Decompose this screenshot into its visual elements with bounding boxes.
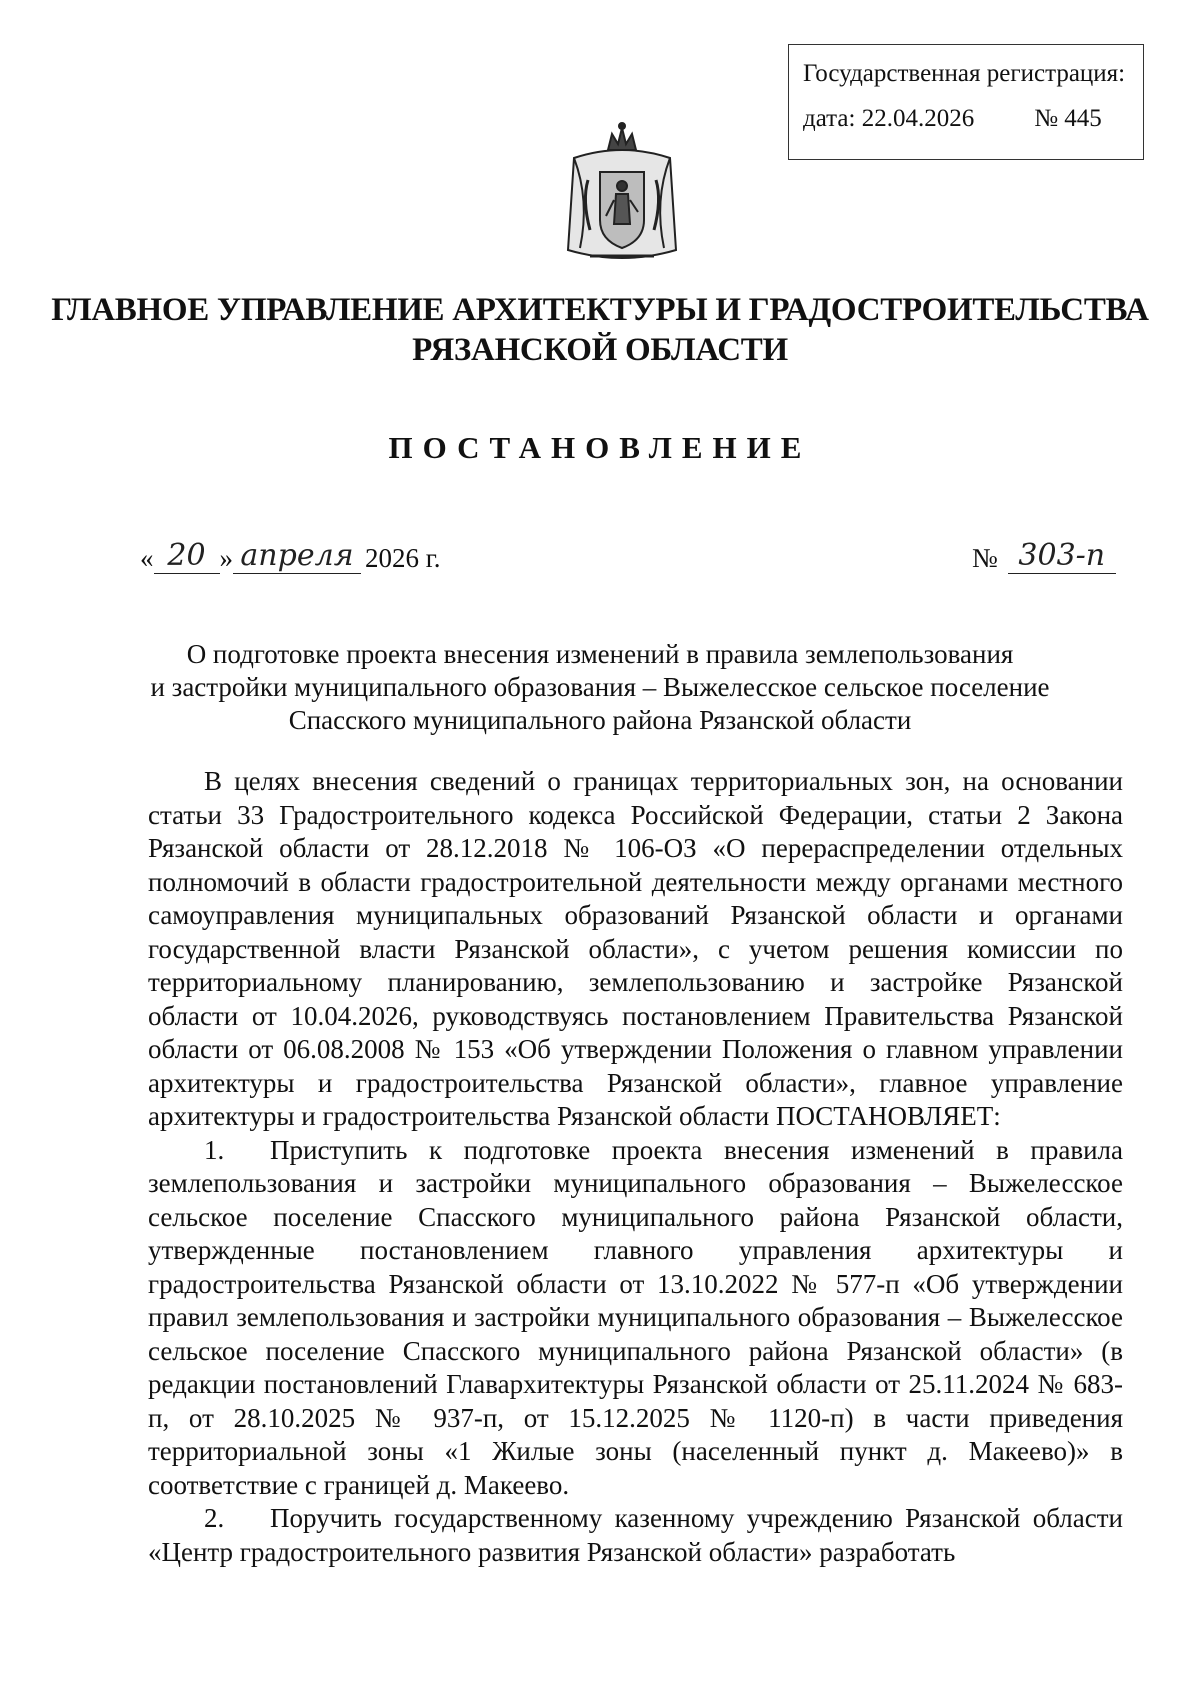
list-item-2: [148, 1502, 1123, 1569]
registration-label: Государственная регистрация:: [803, 60, 1126, 87]
title-line2: и застройки муниципального образования – Выжелесское сельское поселение: [150, 672, 1050, 702]
number-value: 303-п: [1008, 538, 1116, 574]
date-month: апреля: [233, 538, 361, 574]
date-open-quote: «: [140, 543, 154, 573]
item-text: Поручить государственному казенному учреждению Рязанской области «Центр градостроительного развития Рязанской области» разработать: [148, 1503, 1123, 1567]
registration-details: [803, 106, 1129, 131]
document-date: [140, 538, 441, 574]
document-number: [972, 538, 1116, 574]
title-line1: О подготовке проекта внесения изменений в правила землепользования: [186, 639, 1014, 669]
date-day: 20: [154, 538, 220, 574]
document-title: [140, 638, 1060, 737]
date-close-quote: »: [219, 543, 233, 573]
registration-date: дата: 22.04.2026: [803, 105, 975, 132]
registration-stamp: [788, 44, 1144, 160]
organization-line2: РЯЗАНСКОЙ ОБЛАСТИ: [412, 332, 788, 368]
preamble-paragraph: В целях внесения сведений о границах территориальных зон, на основании статьи 33 Градостроительного кодекса Российской Федерации, статьи 2 Закона Рязанской области от 28.12.2018 № 106-ОЗ «О перераспределении отдельных полномочий в области градостроительной деятельности между органами местного самоуправления муниципальных образований Рязанской области и органами государственной власти Рязанской области», с учетом решения комиссии по территориальному планированию, землепользованию и застройке Рязанской области от 10.04.2026, руководствуясь постановлением Правительства Рязанской области от 06.08.2008 № 153 «Об утверждении Положения о главном управлении архитектуры и градостроительства Рязанской области», главное управление архитектуры и градостроительства Рязанской области ПОСТАНОВЛЯЕТ:: [148, 766, 1123, 1131]
list-item-1: [148, 1134, 1123, 1503]
item-number: 1.: [204, 1134, 225, 1165]
date-year: 2026 г.: [365, 543, 441, 573]
number-sign: №: [972, 543, 998, 573]
document-type: ПОСТАНОВЛЕНИЕ: [388, 430, 812, 465]
registration-number: № 445: [1034, 105, 1102, 132]
coat-of-arms-icon: [560, 120, 684, 268]
item-text: Приступить к подготовке проекта внесения изменений в правила землепользования и застройки муниципального образования – Выжелесское сельское поселение Спасского муниципального района Рязанской области, утвержденные постановлением главного управления архитектуры и градостроительства Рязанской области от 13.10.2022 № 577-п «Об утверждении правил землепользования и застройки муниципального образования – Выжелесское сельское поселение Спасского муниципального района Рязанской области» (в редакции постановлений Главархитектуры Рязанской области от 25.11.2024 № 683-п, от 28.10.2025 № 937-п, от 15.12.2025 № 1120-п) в части приведения территориальной зоны «1 Жилые зоны (населенный пункт д. Макеево)» в соответствие с границей д. Макеево.: [148, 1134, 1123, 1500]
title-line3: Спасского муниципального района Рязанской области: [288, 705, 912, 735]
organization-line1: ГЛАВНОЕ УПРАВЛЕНИЕ АРХИТЕКТУРЫ И ГРАДОСТРОИТЕЛЬСТВА: [51, 292, 1149, 328]
document-body: [148, 765, 1123, 1569]
item-number: 2.: [204, 1503, 225, 1533]
organization-name: [0, 290, 1200, 370]
